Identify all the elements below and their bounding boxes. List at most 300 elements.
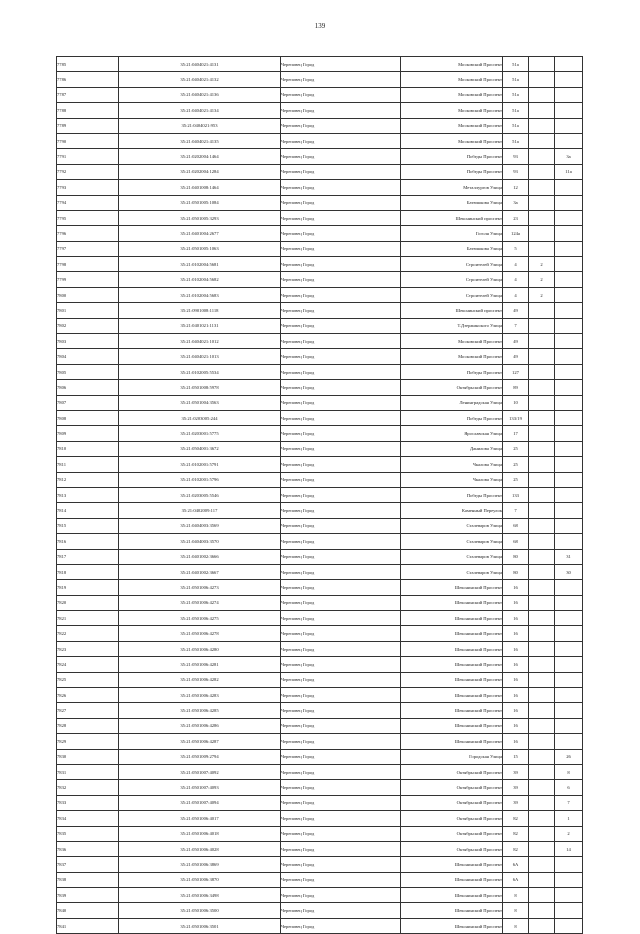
street-cell: Московский Проспект <box>401 118 503 133</box>
building-number-cell <box>529 888 555 903</box>
apartment-number-cell <box>555 57 583 72</box>
cadastral-number-cell: 35:21:0102005:5534 <box>119 364 281 379</box>
cadastral-number-cell: 35:21:0501006:4285 <box>119 703 281 718</box>
table-row <box>57 395 583 410</box>
row-number-cell: 7835 <box>57 826 119 841</box>
row-number-cell: 7812 <box>57 472 119 487</box>
settlement-cell: Череповец Город <box>281 534 401 549</box>
house-number-cell: 133/19 <box>503 410 529 425</box>
apartment-number-cell <box>555 595 583 610</box>
row-number-cell: 7836 <box>57 841 119 856</box>
apartment-number-cell <box>555 180 583 195</box>
cadastral-number-cell: 35:21:0501009:2794 <box>119 749 281 764</box>
settlement-cell: Череповец Город <box>281 303 401 318</box>
settlement-cell: Череповец Город <box>281 410 401 425</box>
registry-table-body <box>57 57 583 934</box>
apartment-number-cell <box>555 657 583 672</box>
apartment-number-cell <box>555 457 583 472</box>
apartment-number-cell <box>555 87 583 102</box>
street-cell: Шекснинский Проспект <box>401 688 503 703</box>
table-row <box>57 641 583 656</box>
settlement-cell: Череповец Город <box>281 764 401 779</box>
apartment-number-cell <box>555 518 583 533</box>
table-row <box>57 118 583 133</box>
building-number-cell <box>529 826 555 841</box>
house-number-cell: 10 <box>503 395 529 410</box>
apartment-number-cell: 7 <box>555 795 583 810</box>
street-cell: Октябрьский Проспект <box>401 811 503 826</box>
street-cell: Шекснинский Проспект <box>401 626 503 641</box>
cadastral-number-cell: 35:21:0501007:4094 <box>119 795 281 810</box>
apartment-number-cell <box>555 287 583 302</box>
cadastral-number-cell: 35:21:0401008:1464 <box>119 180 281 195</box>
house-number-cell: 68 <box>503 518 529 533</box>
street-cell: Сталеваров Улица <box>401 564 503 579</box>
house-number-cell: 6А <box>503 857 529 872</box>
cadastral-number-cell: 35:21:0404021:4135 <box>119 133 281 148</box>
building-number-cell <box>529 703 555 718</box>
house-number-cell: 51а <box>503 133 529 148</box>
apartment-number-cell <box>555 195 583 210</box>
settlement-cell: Череповец Город <box>281 795 401 810</box>
cadastral-number-cell: 35:21:0501006:3870 <box>119 872 281 887</box>
building-number-cell <box>529 857 555 872</box>
row-number-cell: 7838 <box>57 872 119 887</box>
row-number-cell: 7832 <box>57 780 119 795</box>
cadastral-number-cell: 35:21:0501006:4275 <box>119 611 281 626</box>
apartment-number-cell <box>555 318 583 333</box>
cadastral-number-cell: 35:21:0501005:1084 <box>119 195 281 210</box>
settlement-cell: Череповец Город <box>281 826 401 841</box>
apartment-number-cell <box>555 580 583 595</box>
settlement-cell: Череповец Город <box>281 749 401 764</box>
row-number-cell: 7801 <box>57 303 119 318</box>
settlement-cell: Череповец Город <box>281 210 401 225</box>
cadastral-number-cell: 35:21:0501006:4273 <box>119 580 281 595</box>
street-cell: Шекснинский Проспект <box>401 641 503 656</box>
street-cell: Победы Проспект <box>401 410 503 425</box>
table-row <box>57 180 583 195</box>
street-cell: Шекснинский Проспект <box>401 657 503 672</box>
table-row <box>57 472 583 487</box>
row-number-cell: 7800 <box>57 287 119 302</box>
apartment-number-cell <box>555 872 583 887</box>
table-row <box>57 688 583 703</box>
street-cell: Московский Проспект <box>401 349 503 364</box>
apartment-number-cell <box>555 688 583 703</box>
building-number-cell <box>529 149 555 164</box>
building-number-cell <box>529 503 555 518</box>
cadastral-number-cell: 35:21:0404021:1012 <box>119 334 281 349</box>
cadastral-number-cell: 35:21:0501008:5978 <box>119 380 281 395</box>
settlement-cell: Череповец Город <box>281 457 401 472</box>
apartment-number-cell <box>555 503 583 518</box>
table-row <box>57 287 583 302</box>
street-cell: Московский Проспект <box>401 103 503 118</box>
street-cell: Октябрьский Проспект <box>401 780 503 795</box>
street-cell: Строителей Улица <box>401 272 503 287</box>
house-number-cell: 25 <box>503 472 529 487</box>
apartment-number-cell: 26 <box>555 749 583 764</box>
apartment-number-cell <box>555 703 583 718</box>
settlement-cell: Череповец Город <box>281 657 401 672</box>
house-number-cell: 39 <box>503 780 529 795</box>
row-number-cell: 7794 <box>57 195 119 210</box>
building-number-cell <box>529 672 555 687</box>
house-number-cell: 8 <box>503 888 529 903</box>
table-row <box>57 426 583 441</box>
street-cell: Ярославская Улица <box>401 426 503 441</box>
house-number-cell: 133 <box>503 487 529 502</box>
settlement-cell: Череповец Город <box>281 780 401 795</box>
table-row <box>57 164 583 179</box>
building-number-cell <box>529 103 555 118</box>
house-number-cell: 124а <box>503 226 529 241</box>
settlement-cell: Череповец Город <box>281 472 401 487</box>
cadastral-number-cell: 35:21:0404021:4132 <box>119 72 281 87</box>
row-number-cell: 7839 <box>57 888 119 903</box>
house-number-cell: 93 <box>503 164 529 179</box>
apartment-number-cell <box>555 118 583 133</box>
house-number-cell: 4 <box>503 257 529 272</box>
street-cell: Победы Проспект <box>401 164 503 179</box>
apartment-number-cell: 2 <box>555 826 583 841</box>
apartment-number-cell <box>555 472 583 487</box>
cadastral-number-cell: 35:21:0501005:3293 <box>119 210 281 225</box>
cadastral-number-cell: 35:21:0404021:4136 <box>119 87 281 102</box>
settlement-cell: Череповец Город <box>281 734 401 749</box>
apartment-number-cell <box>555 133 583 148</box>
table-row <box>57 795 583 810</box>
cadastral-number-cell: 35:21:0203005:244 <box>119 410 281 425</box>
house-number-cell: 16 <box>503 595 529 610</box>
row-number-cell: 7826 <box>57 688 119 703</box>
row-number-cell: 7814 <box>57 503 119 518</box>
table-row <box>57 334 583 349</box>
apartment-number-cell: 11а <box>555 164 583 179</box>
street-cell: Чкалова Улица <box>401 457 503 472</box>
cadastral-number-cell: 35:21:0501006:4282 <box>119 672 281 687</box>
settlement-cell: Череповец Город <box>281 164 401 179</box>
table-row <box>57 918 583 933</box>
row-number-cell: 7790 <box>57 133 119 148</box>
house-number-cell: 8 <box>503 903 529 918</box>
building-number-cell <box>529 180 555 195</box>
building-number-cell <box>529 534 555 549</box>
house-number-cell: 4 <box>503 272 529 287</box>
cadastral-number-cell: 35:21:0202004:1464 <box>119 149 281 164</box>
building-number-cell <box>529 72 555 87</box>
cadastral-number-cell: 35:21:0501006:3500 <box>119 903 281 918</box>
cadastral-number-cell: 35:21:0501006:4286 <box>119 718 281 733</box>
row-number-cell: 7818 <box>57 564 119 579</box>
row-number-cell: 7788 <box>57 103 119 118</box>
settlement-cell: Череповец Город <box>281 257 401 272</box>
table-row <box>57 764 583 779</box>
house-number-cell: 16 <box>503 611 529 626</box>
settlement-cell: Череповец Город <box>281 549 401 564</box>
row-number-cell: 7802 <box>57 318 119 333</box>
apartment-number-cell <box>555 487 583 502</box>
settlement-cell: Череповец Город <box>281 518 401 533</box>
settlement-cell: Череповец Город <box>281 87 401 102</box>
building-number-cell: 2 <box>529 257 555 272</box>
cadastral-number-cell: 35:21:0501007:4092 <box>119 764 281 779</box>
apartment-number-cell <box>555 718 583 733</box>
apartment-number-cell <box>555 441 583 456</box>
street-cell: Шекснинский Проспект <box>401 734 503 749</box>
building-number-cell <box>529 611 555 626</box>
table-row <box>57 626 583 641</box>
settlement-cell: Череповец Город <box>281 441 401 456</box>
street-cell: Металлургов Улица <box>401 180 503 195</box>
building-number-cell <box>529 734 555 749</box>
table-row <box>57 303 583 318</box>
street-cell: Шекснинский Проспект <box>401 580 503 595</box>
row-number-cell: 7833 <box>57 795 119 810</box>
table-row <box>57 549 583 564</box>
building-number-cell <box>529 349 555 364</box>
apartment-number-cell <box>555 380 583 395</box>
cadastral-number-cell: 35:21:0501005:1063 <box>119 241 281 256</box>
settlement-cell: Череповец Город <box>281 564 401 579</box>
table-row <box>57 457 583 472</box>
table-row <box>57 441 583 456</box>
street-cell: Сталеваров Улица <box>401 549 503 564</box>
table-row <box>57 210 583 225</box>
street-cell: Победы Проспект <box>401 149 503 164</box>
apartment-number-cell <box>555 534 583 549</box>
apartment-number-cell <box>555 272 583 287</box>
row-number-cell: 7809 <box>57 426 119 441</box>
apartment-number-cell <box>555 334 583 349</box>
house-number-cell: 15 <box>503 749 529 764</box>
cadastral-number-cell: 35:21:0203005:5546 <box>119 487 281 502</box>
house-number-cell: 80 <box>503 549 529 564</box>
cadastral-number-cell: 35:21:0501006:3869 <box>119 857 281 872</box>
house-number-cell: 16 <box>503 688 529 703</box>
building-number-cell <box>529 657 555 672</box>
house-number-cell: 51а <box>503 87 529 102</box>
apartment-number-cell: 3а <box>555 149 583 164</box>
settlement-cell: Череповец Город <box>281 503 401 518</box>
table-row <box>57 318 583 333</box>
settlement-cell: Череповец Город <box>281 841 401 856</box>
row-number-cell: 7793 <box>57 180 119 195</box>
table-row <box>57 857 583 872</box>
settlement-cell: Череповец Город <box>281 857 401 872</box>
cadastral-number-cell: 35:21:0501006:4278 <box>119 626 281 641</box>
street-cell: Батюшкова Улица <box>401 241 503 256</box>
table-row <box>57 257 583 272</box>
settlement-cell: Череповец Город <box>281 626 401 641</box>
house-number-cell: 16 <box>503 657 529 672</box>
house-number-cell: 25 <box>503 441 529 456</box>
table-row <box>57 364 583 379</box>
table-row <box>57 103 583 118</box>
house-number-cell: 82 <box>503 841 529 856</box>
building-number-cell <box>529 410 555 425</box>
cadastral-number-cell: 35:21:0404003:3569 <box>119 518 281 533</box>
house-number-cell: 5 <box>503 241 529 256</box>
cadastral-number-cell: 35:21:0501006:3501 <box>119 918 281 933</box>
table-row <box>57 272 583 287</box>
building-number-cell <box>529 764 555 779</box>
house-number-cell: 16 <box>503 626 529 641</box>
table-row <box>57 672 583 687</box>
settlement-cell: Череповец Город <box>281 672 401 687</box>
building-number-cell <box>529 780 555 795</box>
settlement-cell: Череповец Город <box>281 195 401 210</box>
street-cell: Строителей Улица <box>401 257 503 272</box>
apartment-number-cell <box>555 857 583 872</box>
street-cell: Ленинградская Улица <box>401 395 503 410</box>
house-number-cell: 49 <box>503 349 529 364</box>
building-number-cell <box>529 195 555 210</box>
row-number-cell: 7813 <box>57 487 119 502</box>
table-row <box>57 811 583 826</box>
building-number-cell <box>529 133 555 148</box>
street-cell: Победы Проспект <box>401 487 503 502</box>
apartment-number-cell <box>555 226 583 241</box>
settlement-cell: Череповец Город <box>281 272 401 287</box>
settlement-cell: Череповец Город <box>281 103 401 118</box>
table-row <box>57 780 583 795</box>
building-number-cell <box>529 872 555 887</box>
settlement-cell: Череповец Город <box>281 595 401 610</box>
street-cell: Шекснинский Проспект <box>401 918 503 933</box>
table-row <box>57 57 583 72</box>
house-number-cell: 49 <box>503 303 529 318</box>
settlement-cell: Череповец Город <box>281 811 401 826</box>
table-row <box>57 534 583 549</box>
building-number-cell <box>529 87 555 102</box>
row-number-cell: 7841 <box>57 918 119 933</box>
building-number-cell <box>529 749 555 764</box>
row-number-cell: 7840 <box>57 903 119 918</box>
row-number-cell: 7834 <box>57 811 119 826</box>
settlement-cell: Череповец Город <box>281 487 401 502</box>
cadastral-number-cell: 35:21:0501006:4028 <box>119 841 281 856</box>
table-row <box>57 72 583 87</box>
apartment-number-cell <box>555 241 583 256</box>
street-cell: Шекснинский Проспект <box>401 888 503 903</box>
apartment-number-cell <box>555 672 583 687</box>
street-cell: Шекснинский Проспект <box>401 672 503 687</box>
apartment-number-cell: 8 <box>555 764 583 779</box>
building-number-cell <box>529 164 555 179</box>
table-row <box>57 518 583 533</box>
cadastral-number-cell: 35:21:0501006:4280 <box>119 641 281 656</box>
building-number-cell <box>529 118 555 133</box>
building-number-cell <box>529 795 555 810</box>
house-number-cell: 16 <box>503 718 529 733</box>
street-cell: Октябрьский Проспект <box>401 841 503 856</box>
settlement-cell: Череповец Город <box>281 133 401 148</box>
house-number-cell: 82 <box>503 826 529 841</box>
building-number-cell: 2 <box>529 287 555 302</box>
street-cell: Победы Проспект <box>401 364 503 379</box>
house-number-cell: 7 <box>503 503 529 518</box>
table-row <box>57 133 583 148</box>
street-cell: Московский Проспект <box>401 334 503 349</box>
street-cell: Октябрьский Проспект <box>401 795 503 810</box>
row-number-cell: 7792 <box>57 164 119 179</box>
registry-table <box>56 56 583 934</box>
apartment-number-cell <box>555 364 583 379</box>
cadastral-number-cell: 35:21:0402009:117 <box>119 503 281 518</box>
building-number-cell: 2 <box>529 272 555 287</box>
settlement-cell: Череповец Город <box>281 57 401 72</box>
cadastral-number-cell: 35:21:0501006:4017 <box>119 811 281 826</box>
cadastral-number-cell: 35:21:0501006:4274 <box>119 595 281 610</box>
street-cell: Батюшкова Улица <box>401 195 503 210</box>
building-number-cell <box>529 241 555 256</box>
house-number-cell: 12 <box>503 180 529 195</box>
street-cell: Чкалова Улица <box>401 472 503 487</box>
row-number-cell: 7822 <box>57 626 119 641</box>
table-row <box>57 595 583 610</box>
settlement-cell: Череповец Город <box>281 888 401 903</box>
page-number: 139 <box>314 22 326 30</box>
row-number-cell: 7828 <box>57 718 119 733</box>
house-number-cell: 80 <box>503 564 529 579</box>
house-number-cell: 51а <box>503 57 529 72</box>
cadastral-number-cell: 35:21:0901008:1118 <box>119 303 281 318</box>
house-number-cell: 23 <box>503 210 529 225</box>
building-number-cell <box>529 457 555 472</box>
settlement-cell: Череповец Город <box>281 718 401 733</box>
table-row <box>57 241 583 256</box>
apartment-number-cell <box>555 641 583 656</box>
street-cell: Шекснинский Проспект <box>401 718 503 733</box>
apartment-number-cell <box>555 72 583 87</box>
cadastral-number-cell: 35:21:0404021:4131 <box>119 57 281 72</box>
settlement-cell: Череповец Город <box>281 611 401 626</box>
cadastral-number-cell: 35:21:0102004:5681 <box>119 257 281 272</box>
table-row <box>57 87 583 102</box>
settlement-cell: Череповец Город <box>281 180 401 195</box>
row-number-cell: 7821 <box>57 611 119 626</box>
house-number-cell: 4 <box>503 287 529 302</box>
cadastral-number-cell: 35:21:0401004:2677 <box>119 226 281 241</box>
settlement-cell: Череповец Город <box>281 72 401 87</box>
settlement-cell: Череповец Город <box>281 118 401 133</box>
building-number-cell <box>529 718 555 733</box>
street-cell: Московский Проспект <box>401 57 503 72</box>
street-cell: Данилова Улица <box>401 441 503 456</box>
apartment-number-cell <box>555 410 583 425</box>
street-cell: Шекснинский Проспект <box>401 903 503 918</box>
table-row <box>57 487 583 502</box>
street-cell: Московский Проспект <box>401 72 503 87</box>
building-number-cell <box>529 334 555 349</box>
apartment-number-cell <box>555 611 583 626</box>
building-number-cell <box>529 472 555 487</box>
row-number-cell: 7785 <box>57 57 119 72</box>
table-row <box>57 580 583 595</box>
apartment-number-cell <box>555 210 583 225</box>
building-number-cell <box>529 318 555 333</box>
row-number-cell: 7816 <box>57 534 119 549</box>
cadastral-number-cell: 35:21:0203001:5775 <box>119 426 281 441</box>
house-number-cell: 16 <box>503 703 529 718</box>
settlement-cell: Череповец Город <box>281 395 401 410</box>
cadastral-number-cell: 35:21:0404021:1013 <box>119 349 281 364</box>
row-number-cell: 7810 <box>57 441 119 456</box>
table-row <box>57 226 583 241</box>
building-number-cell <box>529 487 555 502</box>
